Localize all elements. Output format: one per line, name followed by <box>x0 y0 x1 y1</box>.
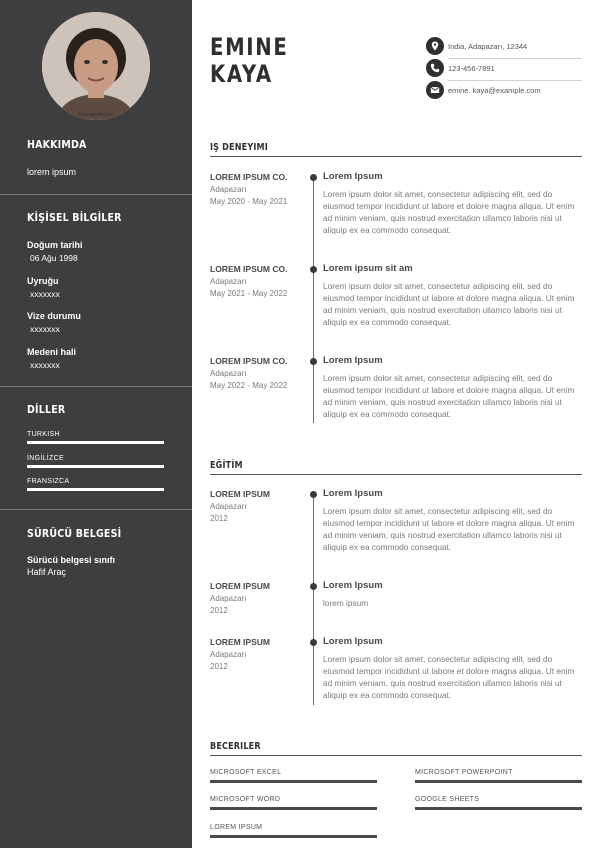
nationality-label: Uyruğu <box>27 276 59 286</box>
timeline-dot <box>310 583 317 590</box>
language-name: TURKISH <box>27 431 60 438</box>
skill-item <box>415 796 582 810</box>
entry-title: Lorem Ipsum <box>323 636 383 647</box>
entry-organization: LOREM IPSUM <box>210 581 270 591</box>
entry-dates: 2012 <box>210 606 228 615</box>
timeline-dot <box>310 491 317 498</box>
entry-organization: LOREM IPSUM CO. <box>210 356 288 366</box>
language-name: İNGİLİZCE <box>27 455 64 462</box>
skills-heading-text: BECERİLER <box>210 741 261 752</box>
entry-description: Lorem ipsum dolor sit amet, consectetur adipiscing elit, sed do eiusmod tempor incididunt ut labore et dolore magna aliqua. Ut enim ad minim veniam, quis nostrud exercitation ullamco laboris nisi ut aliquip ex ea commodo consequat. <box>323 506 575 552</box>
skill-name: MICROSOFT POWERPOINT <box>415 769 513 776</box>
nationality-value: xxxxxxx <box>30 289 60 299</box>
entry-organization: LOREM IPSUM CO. <box>210 264 288 274</box>
timeline-dot <box>310 174 317 181</box>
email-text: emine. kaya@example.com <box>448 86 541 95</box>
entry-location: Adapazarı <box>210 369 247 378</box>
license-label: Sürücü belgesi sınıfı <box>27 555 116 565</box>
visa-status-value: xxxxxxx <box>30 324 60 334</box>
experience-heading-text: İŞ DENEYİMİ <box>210 142 268 153</box>
language-item <box>27 431 164 444</box>
timeline-dot <box>310 639 317 646</box>
contact-address <box>426 37 582 59</box>
language-level-bar <box>27 488 164 491</box>
skill-level-bar <box>210 780 377 783</box>
skills-heading <box>210 741 582 756</box>
skill-item <box>210 824 377 838</box>
birth-date-label: Doğum tarihi <box>27 240 83 250</box>
entry-dates: May 2020 - May 2021 <box>210 197 288 206</box>
skill-item <box>210 769 377 783</box>
entry-title: Lorem Ipsum <box>323 580 383 591</box>
entry-title: Lorem Ipsum <box>323 171 383 182</box>
contact-phone <box>426 59 582 81</box>
last-name: KAYA <box>210 60 273 88</box>
entry-location: Adapazarı <box>210 502 247 511</box>
email-icon <box>426 81 444 99</box>
experience-heading <box>210 142 582 157</box>
profile-photo <box>42 12 150 120</box>
license-value: Hafif Araç <box>27 567 67 577</box>
entry-description: lorem ipsum <box>323 598 369 608</box>
candidate-name <box>210 34 288 88</box>
marital-status-value: xxxxxxx <box>30 360 60 370</box>
language-name: FRANSIZCA <box>27 478 70 485</box>
skill-name: MICROSOFT EXCEL <box>210 769 282 776</box>
entry-title: Lorem Ipsum <box>323 355 383 366</box>
timeline-dot <box>310 358 317 365</box>
entry-title: Lorem ipsum sit am <box>323 263 413 274</box>
phone-text: 123-456-7891 <box>448 64 495 73</box>
photo-caption: Kva-sentiacl-le <box>78 112 114 118</box>
about-heading: HAKKIMDA <box>27 139 87 151</box>
entry-dates: May 2022 - May 2022 <box>210 381 288 390</box>
about-text: lorem ipsum <box>27 167 77 177</box>
address-text: India, Adapazarı, 12344 <box>448 42 528 51</box>
skill-level-bar <box>415 807 582 810</box>
skill-item <box>415 769 582 783</box>
entry-organization: LOREM IPSUM <box>210 489 270 499</box>
entry-description: Lorem ipsum dolor sit amet, consectetur adipiscing elit, sed do eiusmod tempor incididunt ut labore et dolore magna aliqua. Ut enim ad minim veniam, quis nostrud exercitation ullamco laboris nisi ut aliquip ex ea commodo consequat. <box>323 281 575 327</box>
entry-location: Adapazarı <box>210 277 247 286</box>
entry-location: Adapazarı <box>210 185 247 194</box>
entry-description: Lorem ipsum dolor sit amet, consectetur adipiscing elit, sed do eiusmod tempor incididunt ut labore et dolore magna aliqua. Ut enim ad minim veniam, quis nostrud exercitation ullamco laboris nisi ut aliquip ex ea commodo consequat. <box>323 373 575 419</box>
sidebar <box>0 0 192 848</box>
entry-location: Adapazarı <box>210 594 247 603</box>
timeline-dot <box>310 266 317 273</box>
language-item <box>27 455 164 468</box>
personal-info-heading: KİŞİSEL BİLGİLER <box>27 212 122 224</box>
skill-item <box>210 796 377 810</box>
education-heading-text: EĞİTİM <box>210 460 243 471</box>
experience-timeline <box>313 176 314 423</box>
language-item <box>27 478 164 491</box>
skill-level-bar <box>415 780 582 783</box>
first-name: EMINE <box>210 33 289 61</box>
contact-email <box>426 81 582 103</box>
entry-organization: LOREM IPSUM <box>210 637 270 647</box>
entry-organization: LOREM IPSUM CO. <box>210 172 288 182</box>
divider <box>0 194 192 195</box>
entry-dates: 2012 <box>210 514 228 523</box>
languages-heading: DİLLER <box>27 404 66 416</box>
language-level-bar <box>27 441 164 444</box>
education-timeline <box>313 493 314 705</box>
birth-date-value: 06 Ağu 1998 <box>30 253 78 263</box>
location-pin-icon <box>426 37 444 55</box>
skill-name: MICROSOFT WORD <box>210 796 281 803</box>
phone-icon <box>426 59 444 77</box>
entry-description: Lorem ipsum dolor sit amet, consectetur adipiscing elit, sed do eiusmod tempor incididunt ut labore et dolore magna aliqua. Ut enim ad minim veniam, quis nostrud exercitation ullamco laboris nisi ut aliquip ex ea commodo consequat. <box>323 654 575 700</box>
education-heading <box>210 460 582 475</box>
skill-level-bar <box>210 835 377 838</box>
skill-name: GOOGLE SHEETS <box>415 796 480 803</box>
entry-title: Lorem Ipsum <box>323 488 383 499</box>
entry-location: Adapazarı <box>210 650 247 659</box>
marital-status-label: Medeni hali <box>27 347 77 357</box>
entry-description: Lorem ipsum dolor sit amet, consectetur adipiscing elit, sed do eiusmod tempor incididunt ut labore et dolore magna aliqua. Ut enim ad minim veniam, quis nostrud exercitation ullamco laboris nisi ut aliquip ex ea commodo consequat. <box>323 189 575 235</box>
language-level-bar <box>27 465 164 468</box>
divider <box>0 386 192 387</box>
entry-dates: 2012 <box>210 662 228 671</box>
visa-status-label: Vize durumu <box>27 311 81 321</box>
skill-name: LOREM IPSUM <box>210 824 263 831</box>
entry-dates: May 2021 - May 2022 <box>210 289 288 298</box>
license-heading: SÜRÜCÜ BELGESİ <box>27 528 122 540</box>
divider <box>0 509 192 510</box>
skill-level-bar <box>210 807 377 810</box>
